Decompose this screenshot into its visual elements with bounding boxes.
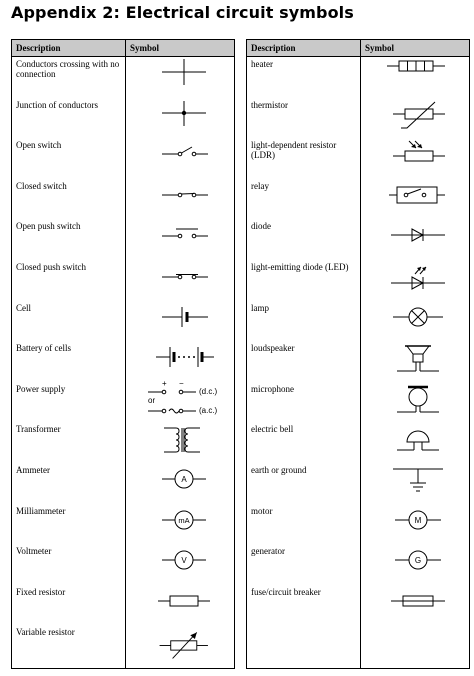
table-row bbox=[247, 219, 470, 260]
table-row bbox=[12, 98, 235, 139]
junction-icon bbox=[126, 98, 235, 138]
row-description: Open switch bbox=[16, 140, 62, 151]
table-row bbox=[247, 382, 470, 423]
row-description: Ammeter bbox=[16, 464, 50, 475]
row-description: light-emitting diode (LED) bbox=[251, 261, 349, 272]
table-row bbox=[247, 138, 470, 179]
row-description: Milliammeter bbox=[16, 505, 66, 516]
table-row bbox=[247, 625, 470, 669]
closed-push-switch-icon bbox=[126, 260, 235, 300]
row-description: Cell bbox=[16, 302, 31, 313]
table-row bbox=[12, 625, 235, 669]
header-description: Description bbox=[247, 40, 361, 57]
led-icon bbox=[361, 260, 470, 300]
diode-icon bbox=[361, 219, 470, 259]
row-description: Transformer bbox=[16, 424, 61, 435]
header-description: Description bbox=[12, 40, 126, 57]
header-symbol: Symbol bbox=[361, 40, 470, 57]
page-title: Appendix 2: Electrical circuit symbols bbox=[11, 3, 354, 22]
row-description: heater bbox=[251, 59, 273, 69]
table-row bbox=[12, 463, 235, 504]
row-description: fuse/circuit breaker bbox=[251, 586, 321, 597]
table-row bbox=[247, 98, 470, 139]
thermistor-icon bbox=[361, 98, 470, 138]
row-description: generator bbox=[251, 546, 285, 557]
ldr-icon bbox=[361, 138, 470, 178]
row-description: thermistor bbox=[251, 99, 288, 110]
milliammeter-label: mA bbox=[178, 515, 190, 525]
row-description: loudspeaker bbox=[251, 343, 295, 354]
row-description: Battery of cells bbox=[16, 343, 71, 354]
row-description: Open push switch bbox=[16, 221, 81, 232]
row-description: Closed push switch bbox=[16, 261, 87, 272]
power-or-label: or bbox=[148, 395, 156, 405]
row-description: electric bell bbox=[251, 424, 294, 435]
lamp-icon bbox=[361, 301, 470, 341]
power-ac-label: (a.c.) bbox=[199, 405, 218, 415]
power-dc-label: (d.c.) bbox=[199, 386, 218, 396]
electric-bell-icon bbox=[361, 422, 470, 462]
fuse-icon bbox=[361, 585, 470, 625]
closed-switch-icon bbox=[126, 179, 235, 219]
table-row bbox=[247, 260, 470, 301]
table-row bbox=[247, 463, 470, 504]
power-supply-icon bbox=[126, 382, 235, 422]
fixed-resistor-icon bbox=[126, 585, 235, 625]
motor-label: M bbox=[414, 515, 422, 525]
generator-icon bbox=[361, 544, 470, 584]
row-description: relay bbox=[251, 180, 269, 191]
voltmeter-label: V bbox=[181, 556, 187, 566]
voltmeter-icon bbox=[126, 544, 235, 584]
cell-icon bbox=[126, 301, 235, 341]
milliammeter-icon bbox=[126, 504, 235, 544]
symbols-table-left bbox=[11, 39, 235, 669]
row-description: Junction of conductors bbox=[16, 99, 98, 110]
row-description: motor bbox=[251, 505, 273, 516]
table-row bbox=[12, 179, 235, 220]
header-symbol: Symbol bbox=[126, 40, 235, 57]
table-row bbox=[247, 544, 470, 585]
table-row bbox=[247, 179, 470, 220]
conductors-crossing-icon bbox=[126, 57, 235, 97]
table-row bbox=[12, 585, 235, 626]
table-row bbox=[12, 341, 235, 382]
row-description: earth or ground bbox=[251, 464, 307, 475]
row-description: Fixed resistor bbox=[16, 586, 66, 597]
ammeter-label: A bbox=[181, 474, 187, 484]
table-row bbox=[12, 138, 235, 179]
transformer-icon bbox=[126, 422, 235, 462]
ammeter-icon bbox=[126, 463, 235, 503]
table-row bbox=[12, 504, 235, 545]
loudspeaker-icon bbox=[361, 341, 470, 381]
row-description: Closed switch bbox=[16, 180, 67, 191]
table-row bbox=[12, 301, 235, 342]
row-description: Voltmeter bbox=[16, 546, 52, 557]
heater-icon bbox=[361, 57, 470, 97]
microphone-icon bbox=[361, 382, 470, 422]
table-row bbox=[12, 422, 235, 463]
row-description: Conductors crossing with no connection bbox=[16, 59, 120, 79]
table-row bbox=[12, 57, 235, 98]
table-row bbox=[247, 57, 470, 98]
row-description: microphone bbox=[251, 383, 294, 394]
table-row bbox=[247, 422, 470, 463]
table-row bbox=[247, 585, 470, 626]
relay-icon bbox=[361, 179, 470, 219]
table-row bbox=[247, 301, 470, 342]
open-push-switch-icon bbox=[126, 219, 235, 259]
row-description: Variable resistor bbox=[16, 627, 75, 638]
row-description: Power supply bbox=[16, 383, 66, 394]
symbols-table-right bbox=[246, 39, 470, 669]
table-row bbox=[12, 260, 235, 301]
row-description: diode bbox=[251, 221, 271, 232]
row-description bbox=[247, 625, 360, 627]
table-row bbox=[12, 544, 235, 585]
battery-icon bbox=[126, 341, 235, 381]
table-row bbox=[12, 382, 235, 423]
power-plus-label: + bbox=[162, 378, 167, 388]
power-minus-label: − bbox=[179, 378, 184, 388]
table-row bbox=[247, 341, 470, 382]
table-row bbox=[247, 504, 470, 545]
row-description: light-dependent resistor (LDR) bbox=[251, 140, 337, 161]
variable-resistor-icon bbox=[126, 625, 235, 665]
earth-icon bbox=[361, 463, 470, 503]
open-switch-icon bbox=[126, 138, 235, 178]
row-description: lamp bbox=[251, 302, 269, 313]
table-row bbox=[12, 219, 235, 260]
motor-icon bbox=[361, 504, 470, 544]
generator-label: G bbox=[414, 556, 422, 566]
